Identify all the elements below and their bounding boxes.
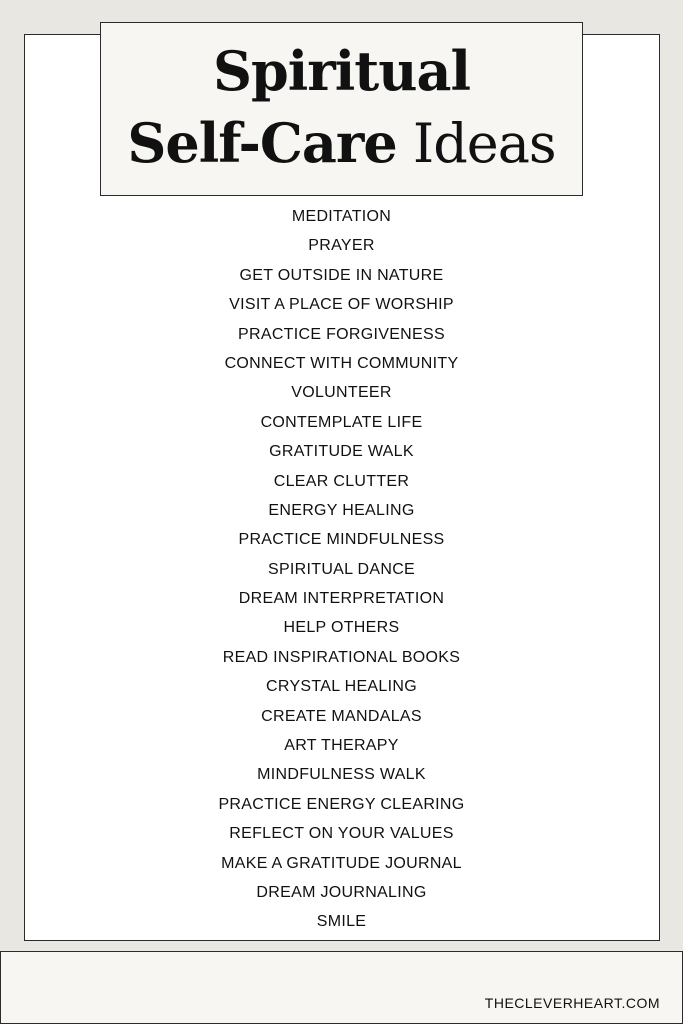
idea-item: CONTEMPLATE LIFE bbox=[260, 413, 423, 431]
idea-item: ART THERAPY bbox=[284, 737, 399, 755]
footer-url: THECLEVERHEART.COM bbox=[484, 995, 660, 1011]
ideas-list bbox=[0, 202, 683, 937]
idea-item: CONNECT WITH COMMUNITY bbox=[224, 354, 459, 372]
footer-bar bbox=[0, 951, 683, 1024]
idea-item: MEDITATION bbox=[291, 208, 392, 225]
idea-item: VOLUNTEER bbox=[291, 384, 392, 402]
idea-item: VISIT A PLACE OF WORSHIP bbox=[229, 296, 454, 314]
idea-item: CLEAR CLUTTER bbox=[273, 472, 410, 490]
page-title-line-2 bbox=[101, 111, 582, 176]
idea-item: GRATITUDE WALK bbox=[269, 443, 414, 461]
title-box bbox=[100, 22, 583, 196]
idea-item: CREATE MANDALAS bbox=[261, 707, 422, 725]
idea-item: HELP OTHERS bbox=[283, 619, 400, 637]
idea-item: SPIRITUAL DANCE bbox=[267, 560, 416, 578]
idea-item: MAKE A GRATITUDE JOURNAL bbox=[221, 854, 462, 872]
page-title-bold-part: Self-Care bbox=[127, 111, 397, 175]
page-title-regular-part: Ideas bbox=[412, 112, 556, 175]
idea-item: ENERGY HEALING bbox=[268, 501, 415, 519]
idea-item: DREAM JOURNALING bbox=[256, 883, 427, 901]
idea-item: MINDFULNESS WALK bbox=[257, 766, 426, 784]
idea-item: PRACTICE ENERGY CLEARING bbox=[218, 795, 465, 813]
idea-item: PRACTICE MINDFULNESS bbox=[238, 531, 445, 549]
idea-item: DREAM INTERPRETATION bbox=[238, 590, 445, 608]
idea-item: PRACTICE FORGIVENESS bbox=[238, 325, 445, 343]
idea-item: REFLECT ON YOUR VALUES bbox=[229, 825, 454, 843]
idea-item: SMILE bbox=[316, 913, 367, 931]
idea-item: CRYSTAL HEALING bbox=[266, 678, 417, 696]
page-title-line-1: Spiritual bbox=[213, 39, 470, 103]
idea-item: PRAYER bbox=[308, 237, 375, 255]
idea-item: READ INSPIRATIONAL BOOKS bbox=[222, 648, 461, 666]
idea-item: GET OUTSIDE IN NATURE bbox=[239, 266, 444, 284]
